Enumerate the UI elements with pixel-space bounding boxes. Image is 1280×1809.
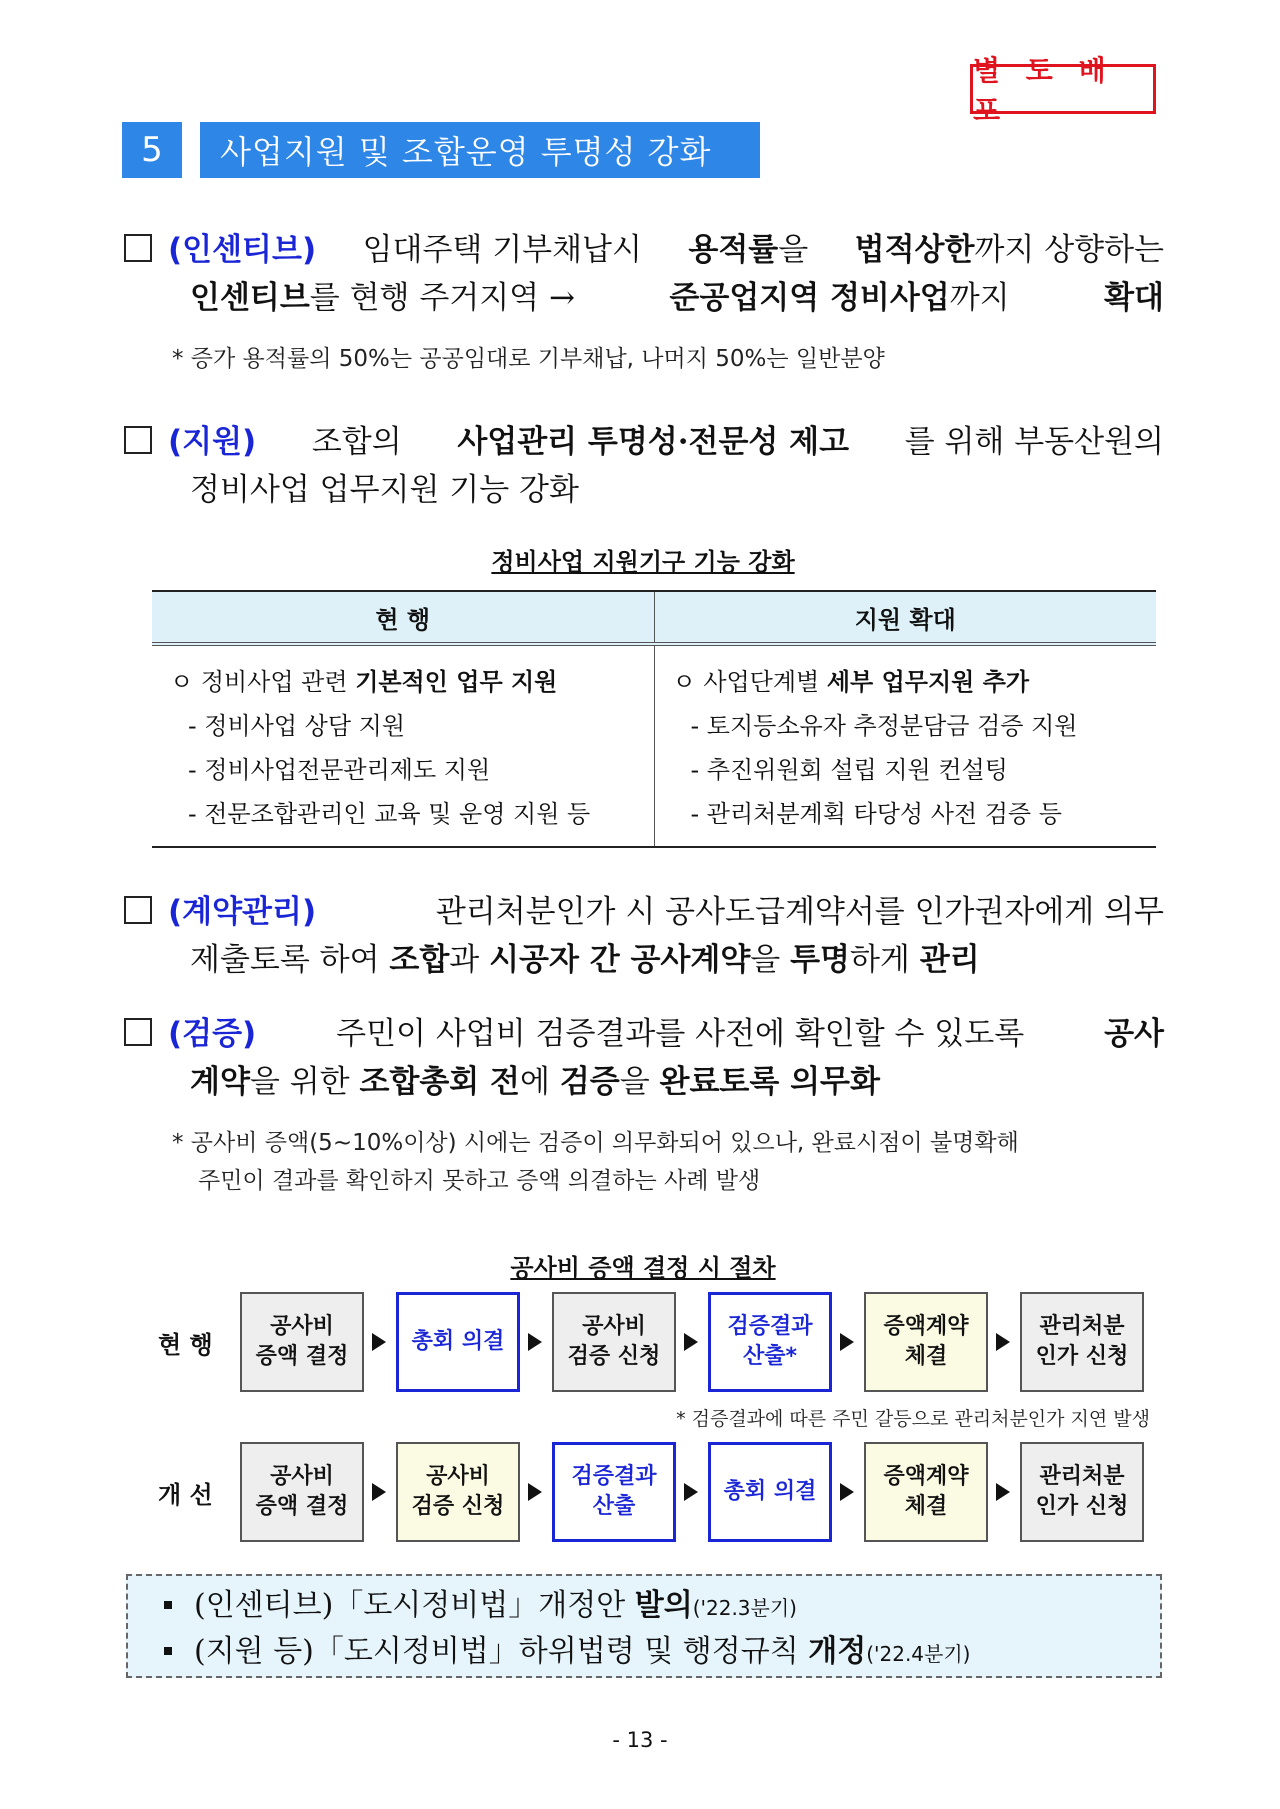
text-run: 산출* xyxy=(742,1344,797,1369)
arrow-right-icon xyxy=(996,1483,1010,1501)
text-run: 완료토록 의무화 xyxy=(659,1064,880,1100)
text-run: 인가 신청 xyxy=(1035,1344,1129,1369)
paragraph-support xyxy=(124,418,1164,514)
checkbox-icon xyxy=(124,426,152,454)
para-tag: (계약관리) xyxy=(168,894,317,930)
header-expanded: 지원 확대 xyxy=(854,605,956,634)
text-run: 개정 xyxy=(808,1634,867,1669)
distribution-stamp: 별 도 배 포 xyxy=(970,64,1156,114)
text-run: 공사비 xyxy=(426,1464,490,1489)
text-run: 주민이 사업비 검증결과를 사전에 확인할 수 있도록 xyxy=(336,1016,1025,1052)
text-run: 임대주택 기부채납시 xyxy=(362,232,642,268)
para-tag: (인센티브) xyxy=(168,232,317,268)
page-number: - 13 - xyxy=(612,1728,668,1752)
bullet-icon xyxy=(164,1601,172,1609)
list-item: - 관리처분계획 타당성 사전 검증 등 xyxy=(690,800,1062,828)
text-run: 관리처분인가 시 공사도급계약서를 인가권자에게 의무 xyxy=(435,894,1164,930)
text-run: 검증결과 xyxy=(571,1464,657,1489)
summary-line xyxy=(164,1630,1160,1676)
text-run: 정비사업 업무지원 기능 강화 xyxy=(190,472,579,508)
text-run: 조합의 xyxy=(311,424,402,460)
text-run: 법적상한 xyxy=(854,232,975,268)
text-run: 세부 업무지원 추가 xyxy=(826,668,1030,696)
text-run: 까지 xyxy=(949,280,1010,316)
section-title: 사업지원 및 조합운영 투명성 강화 xyxy=(200,122,760,178)
para-tag: (지원) xyxy=(168,424,257,460)
text-run: 관리처분 xyxy=(1039,1314,1125,1339)
note-verification xyxy=(172,1124,1162,1200)
table-cell-current xyxy=(152,646,655,846)
para-tag: (검증) xyxy=(168,1016,257,1052)
checkbox-icon xyxy=(124,234,152,262)
text-run: 사업관리 투명성·전문성 제고 xyxy=(457,424,850,460)
text-run: 를 현행 주거지역 → xyxy=(309,280,575,316)
text-run: 검증 xyxy=(559,1064,620,1100)
summary-line xyxy=(164,1584,1160,1630)
text-run: 체결 xyxy=(904,1344,948,1369)
text-run: 인가 신청 xyxy=(1035,1494,1129,1519)
table-body xyxy=(152,646,1156,846)
text-run: (지원 등)「도시정비법」하위법령 및 행정규칙 xyxy=(194,1634,799,1669)
flow-note: * 검증결과에 따른 주민 갈등으로 관리처분인가 지연 발생 xyxy=(676,1408,1150,1430)
text-run: 을 xyxy=(619,1064,650,1100)
text-run: 공사 xyxy=(1104,1016,1164,1052)
text-run: 기본적인 업무 지원 xyxy=(355,668,558,696)
arrow-right-icon xyxy=(684,1333,698,1351)
text-run: 인센티브 xyxy=(190,280,310,316)
text-run: 증액 결정 xyxy=(255,1494,349,1519)
table-cell-expanded xyxy=(655,646,1157,846)
arrow-right-icon xyxy=(840,1333,854,1351)
flow-step xyxy=(1020,1292,1144,1392)
text-run: 관리처분 xyxy=(1039,1464,1125,1489)
text-run: 증액 결정 xyxy=(255,1344,349,1369)
text-run: 총회 의결 xyxy=(723,1479,817,1504)
bullet-icon xyxy=(164,1647,172,1655)
list-item: - 추진위원회 설립 지원 컨설팅 xyxy=(690,756,1008,784)
text-run: 을 xyxy=(778,232,809,268)
note-incentive: * 증가 용적률의 50%는 공공임대로 기부채납, 나머지 50%는 일반분양 xyxy=(172,346,885,372)
text-run: 공사비 xyxy=(270,1314,334,1339)
flow-step xyxy=(552,1442,676,1542)
text-run: 발의 xyxy=(634,1588,693,1623)
text-run: ('22.3분기) xyxy=(692,1596,797,1620)
paragraph-contract xyxy=(124,888,1164,984)
list-item: - 정비사업 상담 지원 xyxy=(188,712,406,740)
text-run: 까지 상향하는 xyxy=(974,232,1164,268)
arrow-right-icon xyxy=(528,1333,542,1351)
text-run: 산출 xyxy=(592,1494,636,1519)
text-run: 시공자 간 공사계약 xyxy=(489,942,751,978)
arrow-right-icon xyxy=(684,1483,698,1501)
text-run: * 공사비 증액(5~10%이상) 시에는 검증이 의무화되어 있으나, 완료시점이 불명확해 xyxy=(172,1130,1019,1156)
flow-step xyxy=(396,1442,520,1542)
text-run: 총회 의결 xyxy=(411,1329,505,1354)
text-run: 투명 xyxy=(790,942,850,978)
checkbox-icon xyxy=(124,896,152,924)
flow-step xyxy=(1020,1442,1144,1542)
arrow-right-icon xyxy=(372,1483,386,1501)
flow-step xyxy=(708,1292,832,1392)
list-item: - 전문조합관리인 교육 및 운영 지원 등 xyxy=(188,800,591,828)
flow-row-label-improved: 개 선 xyxy=(158,1481,213,1509)
text-run: 조합총회 전 xyxy=(359,1064,520,1100)
text-run: 에 xyxy=(520,1064,550,1100)
text-run: 확대 xyxy=(1104,280,1164,316)
flow-step xyxy=(864,1292,988,1392)
text-run: 공사비 xyxy=(582,1314,646,1339)
flow-step xyxy=(552,1292,676,1392)
text-run: ('22.4분기) xyxy=(866,1642,971,1666)
text-run: 용적률 xyxy=(688,232,779,268)
text-run: 체결 xyxy=(904,1494,948,1519)
text-run: (인센티브)「도시정비법」개정안 xyxy=(194,1588,626,1623)
text-run: 제출토록 하여 xyxy=(190,942,380,978)
paragraph-incentive xyxy=(124,226,1164,322)
list-item: - 정비사업전문관리제도 지원 xyxy=(188,756,491,784)
text-run: 을 xyxy=(750,942,781,978)
paragraph-verification xyxy=(124,1010,1164,1106)
flow-step xyxy=(396,1292,520,1392)
flow-row-label-current: 현 행 xyxy=(158,1331,213,1359)
header-current: 현 행 xyxy=(152,592,655,642)
list-item: - 토지등소유자 추정분담금 검증 지원 xyxy=(690,712,1078,740)
flow-title: 공사비 증액 결정 시 절차 xyxy=(510,1254,776,1282)
text-run: 관리 xyxy=(919,942,980,978)
text-run: 하게 xyxy=(849,942,910,978)
text-run: ㅇ 사업단계별 xyxy=(672,668,820,696)
table-title: 정비사업 지원기구 기능 강화 xyxy=(491,548,795,576)
text-run: 조합 xyxy=(389,942,450,978)
flow-step xyxy=(240,1292,364,1392)
text-run: 공사비 xyxy=(270,1464,334,1489)
flow-step xyxy=(864,1442,988,1542)
text-run: 검증결과 xyxy=(727,1314,813,1339)
support-table xyxy=(152,590,1156,848)
flow-step xyxy=(708,1442,832,1542)
text-run: 준공업지역 정비사업 xyxy=(669,280,950,316)
section-number: 5 xyxy=(122,122,182,178)
arrow-right-icon xyxy=(840,1483,854,1501)
checkbox-icon xyxy=(124,1018,152,1046)
arrow-right-icon xyxy=(528,1483,542,1501)
text-run: 를 위해 부동산원의 xyxy=(904,424,1164,460)
arrow-right-icon xyxy=(996,1333,1010,1351)
text-run: 을 위한 xyxy=(249,1064,350,1100)
schedule-summary-box xyxy=(126,1574,1162,1678)
flow-step xyxy=(240,1442,364,1542)
text-run: ㅇ 정비사업 관련 xyxy=(170,668,348,696)
text-run: 검증 신청 xyxy=(411,1494,505,1519)
text-run: 계약 xyxy=(190,1064,250,1100)
arrow-right-icon xyxy=(372,1333,386,1351)
text-run: 주민이 결과를 확인하지 못하고 증액 의결하는 사례 발생 xyxy=(198,1168,761,1194)
text-run: 증액계약 xyxy=(883,1464,969,1489)
text-run: 증액계약 xyxy=(883,1314,969,1339)
text-run: 검증 신청 xyxy=(567,1344,661,1369)
table-header xyxy=(152,592,1156,646)
text-run: 과 xyxy=(449,942,480,978)
